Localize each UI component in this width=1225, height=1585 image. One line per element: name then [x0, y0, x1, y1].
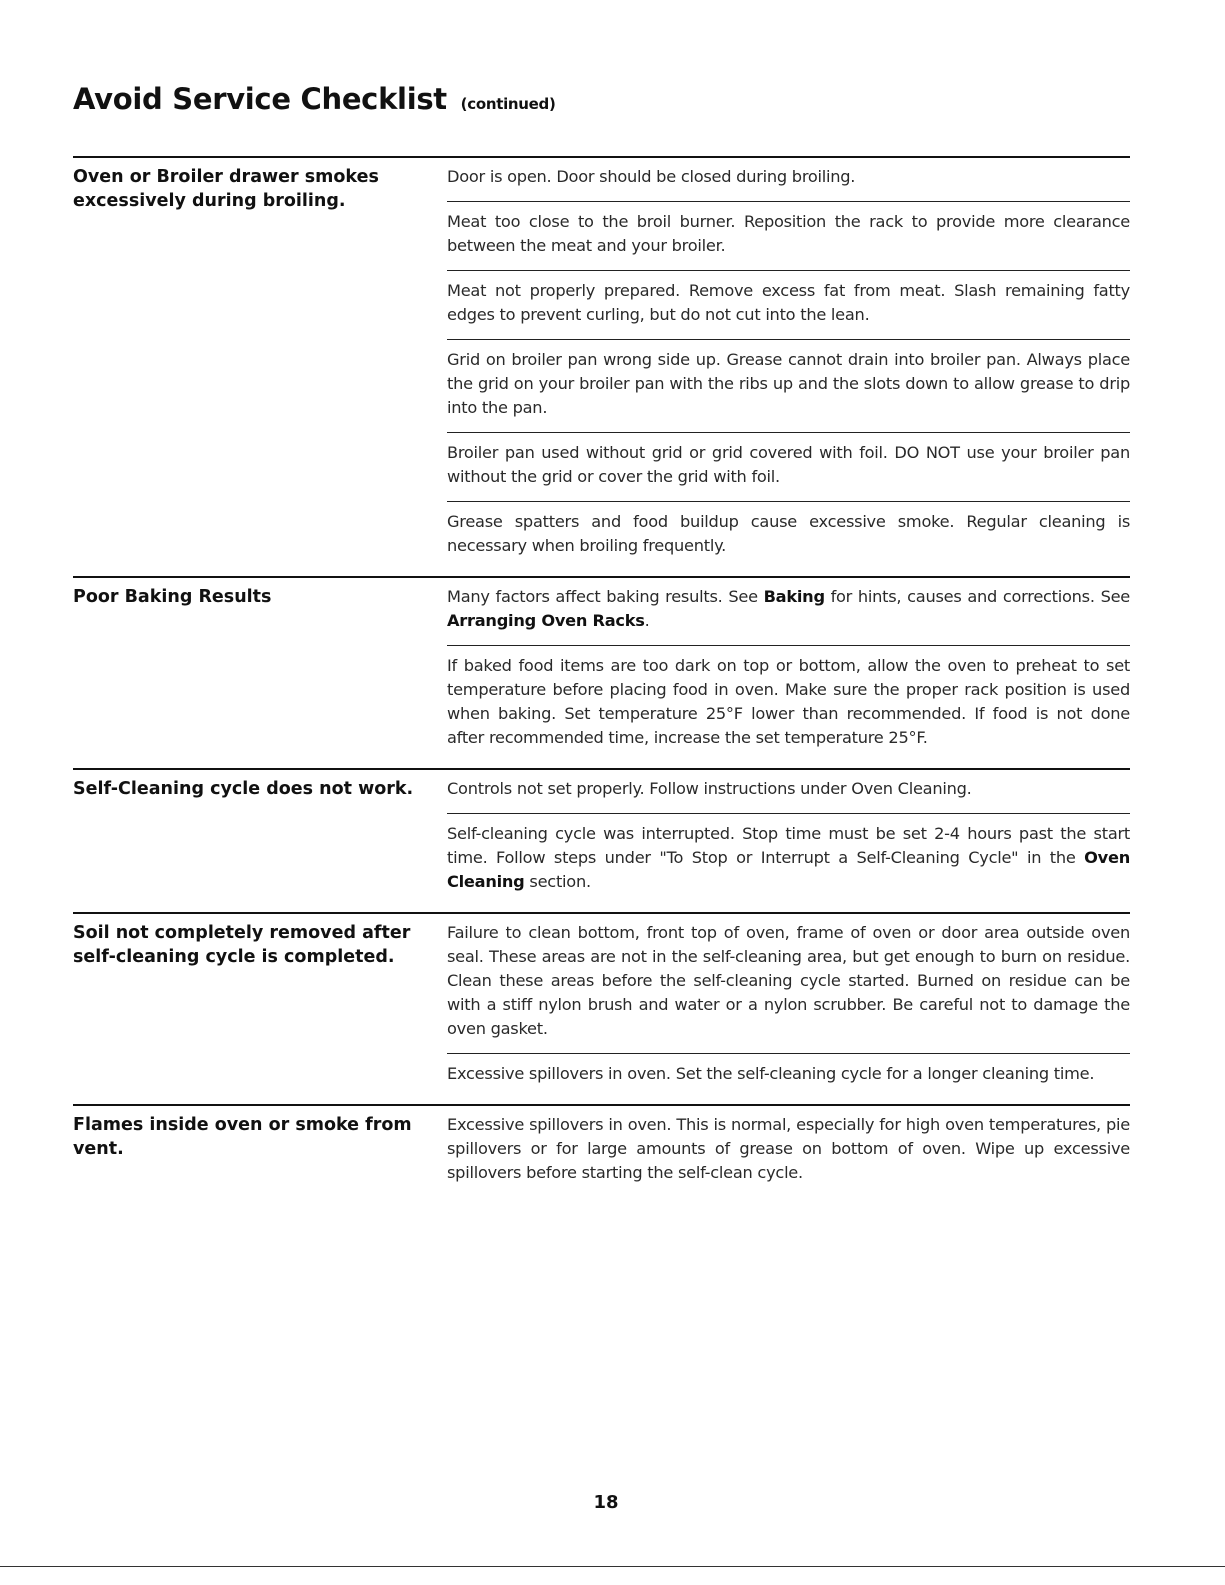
solution-text: section.: [524, 872, 591, 891]
solution-item: If baked food items are too dark on top or bottom, allow the oven to preheat to set temperature before placing food in oven. Make sure the proper rack position is used when baking. Set temperature 25°F lower than recommended. If food is not done after recommended time, increase the set temperature 25°F.: [447, 645, 1130, 762]
problem-heading: Oven or Broiler drawer smokes excessively during broiling.: [73, 167, 379, 211]
bottom-rule: [0, 1566, 1225, 1567]
checklist-table: [73, 156, 1130, 1203]
problem-heading: Self-Cleaning cycle does not work.: [73, 779, 414, 799]
solution-item: Grease spatters and food buildup cause excessive smoke. Regular cleaning is necessary when broiling frequently.: [447, 501, 1130, 570]
solution-item: Excessive spillovers in oven. Set the self-cleaning cycle for a longer cleaning time.: [447, 1053, 1130, 1098]
solution-list: [447, 585, 1130, 762]
problem-heading: Poor Baking Results: [73, 587, 272, 607]
solution-item: [447, 585, 1130, 645]
solution-text: for hints, causes and corrections. See: [824, 587, 1131, 606]
solution-item: Failure to clean bottom, front top of oven, frame of oven or door area outside oven seal. These areas are not in the self-cleaning area, but get enough to burn on residue. Clean these areas before the self-cleaning cycle started. Burned on residue can be with a stiff nylon brush and water or a nylon scrubber. Be careful not to damage the oven gasket.: [447, 923, 1130, 1038]
solution-item: Grid on broiler pan wrong side up. Grease cannot drain into broiler pan. Always place the grid on your broiler pan with the ribs up and the slots down to allow grease to drip into the pan.: [447, 339, 1130, 432]
page-title-suffix: (continued): [460, 95, 556, 113]
solution-item: Broiler pan used without grid or grid covered with foil. DO NOT use your broiler pan without the grid or cover the grid with foil.: [447, 432, 1130, 501]
problem-heading: Flames inside oven or smoke from vent.: [73, 1115, 412, 1159]
page-title: [73, 82, 556, 116]
solution-item: Meat too close to the broil burner. Reposition the rack to provide more clearance between the meat and your broiler.: [447, 201, 1130, 270]
solution-list: [447, 777, 1130, 906]
checklist-row: [73, 912, 1130, 1104]
solution-item: Meat not properly prepared. Remove excess fat from meat. Slash remaining fatty edges to prevent curling, but do not cut into the lean.: [447, 270, 1130, 339]
emphasized-reference: Oven Cleaning: [447, 848, 1130, 891]
problem-heading: Soil not completely removed after self-cleaning cycle is completed.: [73, 923, 411, 967]
solution-text: .: [644, 611, 650, 630]
checklist-row: [73, 576, 1130, 768]
solution-item: [447, 813, 1130, 906]
solution-item: Excessive spillovers in oven. This is normal, especially for high oven temperatures, pie spillovers or for large amounts of grease on bottom of oven. Wipe up excessive spillovers before starting the self-clean cycle.: [447, 1115, 1130, 1182]
solution-list: [447, 921, 1130, 1098]
emphasized-reference: Baking: [763, 587, 825, 606]
solution-text: Many factors affect baking results. See: [447, 587, 764, 606]
page-number: 18: [593, 1492, 619, 1513]
solution-item: Door is open. Door should be closed during broiling.: [447, 167, 856, 186]
solution-item: Controls not set properly. Follow instructions under Oven Cleaning.: [447, 779, 972, 798]
checklist-row: [73, 768, 1130, 912]
solution-list: [447, 1113, 1130, 1197]
solution-text: Self-cleaning cycle was interrupted. Stop time must be set 2-4 hours past the start time. Follow steps under "To Stop or Interrupt a Self-Cleaning Cycle" in the: [447, 824, 1130, 867]
checklist-row: [73, 1104, 1130, 1203]
emphasized-reference: Arranging Oven Racks: [447, 611, 645, 630]
checklist-row: [73, 156, 1130, 576]
page-title-text: Avoid Service Checklist: [73, 82, 447, 116]
solution-list: [447, 165, 1130, 570]
